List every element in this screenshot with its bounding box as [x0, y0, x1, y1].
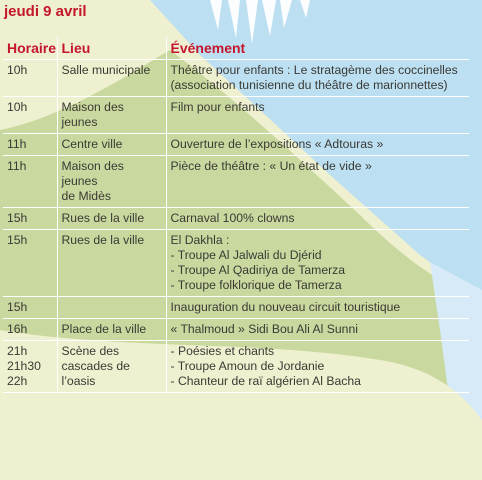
cell-time	[3, 230, 57, 297]
cell-event-line: Inauguration du nouveau circuit touristique	[170, 300, 401, 314]
cell-event-line: Film pour enfants	[170, 100, 265, 114]
cell-time-line: 11h	[7, 137, 27, 151]
cell-place-line: Rues de la ville	[61, 211, 145, 225]
cell-place	[57, 208, 166, 230]
cell-event-line: (association tunisienne du théâtre de marionnettes)	[170, 78, 448, 92]
cell-place	[57, 97, 166, 134]
cell-place-line: Centre ville	[61, 137, 123, 151]
cell-time	[3, 341, 57, 393]
cell-event-line: Carnaval 100% clowns	[170, 211, 295, 225]
cell-place-line: Maison des jeunes	[61, 159, 124, 188]
cell-event	[166, 208, 469, 230]
cell-time-line: 11h	[7, 159, 27, 173]
cell-time	[3, 156, 57, 208]
cell-time	[3, 208, 57, 230]
table-row	[3, 60, 469, 97]
cell-time	[3, 60, 57, 97]
table-row	[3, 134, 469, 156]
cell-time-line: 16h	[7, 322, 28, 336]
cell-place-line: Salle municipale	[61, 63, 151, 77]
cell-event	[166, 319, 469, 341]
cell-place-line: Scène des	[61, 344, 120, 358]
cell-place	[57, 319, 166, 341]
cell-event-line: - Poésies et chants	[170, 344, 275, 358]
cell-event	[166, 134, 469, 156]
cell-time	[3, 97, 57, 134]
cell-time	[3, 297, 57, 319]
table-row	[3, 156, 469, 208]
cell-event-line: Théâtre pour enfants : Le stratagème des coccinelles	[170, 63, 458, 77]
cell-event	[166, 297, 469, 319]
table-row	[3, 319, 469, 341]
table-header-row	[3, 37, 469, 60]
table-row	[3, 297, 469, 319]
cell-place-line: Maison des jeunes	[61, 100, 124, 129]
cell-time-line: 22h	[7, 374, 28, 388]
table-row	[3, 208, 469, 230]
cell-event-line: - Troupe folklorique de Tamerza	[170, 278, 342, 292]
cell-place-line: de Midès	[61, 189, 111, 203]
table-row	[3, 97, 469, 134]
cell-time-line: 15h	[7, 300, 28, 314]
cell-event-line: - Chanteur de raï algérien Al Bacha	[170, 374, 361, 388]
cell-time-line: 15h	[7, 211, 28, 225]
cell-event	[166, 156, 469, 208]
table-row	[3, 230, 469, 297]
cell-event-line: - Troupe Al Jalwali du Djérid	[170, 248, 322, 262]
cell-event	[166, 230, 469, 297]
cell-place	[57, 341, 166, 393]
cell-place	[57, 230, 166, 297]
cell-event	[166, 97, 469, 134]
cell-place-line: Rues de la ville	[61, 233, 145, 247]
cell-time-line: 21h30	[7, 359, 41, 373]
cell-time	[3, 134, 57, 156]
cell-time-line: 21h	[7, 344, 28, 358]
cell-place	[57, 156, 166, 208]
cell-event-line: Pièce de théâtre : « Un état de vide »	[170, 159, 372, 173]
cell-time	[3, 319, 57, 341]
cell-event	[166, 60, 469, 97]
table-row	[3, 341, 469, 393]
cell-event-line: « Thalmoud » Sidi Bou Ali Al Sunni	[170, 322, 358, 336]
cell-event	[166, 341, 469, 393]
schedule-table	[3, 37, 469, 393]
header-event: Événement	[166, 37, 469, 60]
cell-event-line: - Troupe Al Qadiriya de Tamerza	[170, 263, 346, 277]
cell-event-line: Ouverture de l’expositions « Adtouras »	[170, 137, 384, 151]
date-heading: jeudi 9 avril	[4, 3, 87, 20]
cell-place-line: cascades de l’oasis	[61, 359, 130, 388]
cell-event-line: - Troupe Amoun de Jordanie	[170, 359, 325, 373]
header-place: Lieu	[57, 37, 166, 60]
cell-event-line: El Dakhla :	[170, 233, 230, 247]
cell-place-line: Place de la ville	[61, 322, 147, 336]
cell-place	[57, 60, 166, 97]
cell-place	[57, 297, 166, 319]
cell-time-line: 10h	[7, 63, 28, 77]
cell-place	[57, 134, 166, 156]
cell-time-line: 10h	[7, 100, 28, 114]
cell-time-line: 15h	[7, 233, 28, 247]
header-time: Horaire	[3, 37, 57, 60]
